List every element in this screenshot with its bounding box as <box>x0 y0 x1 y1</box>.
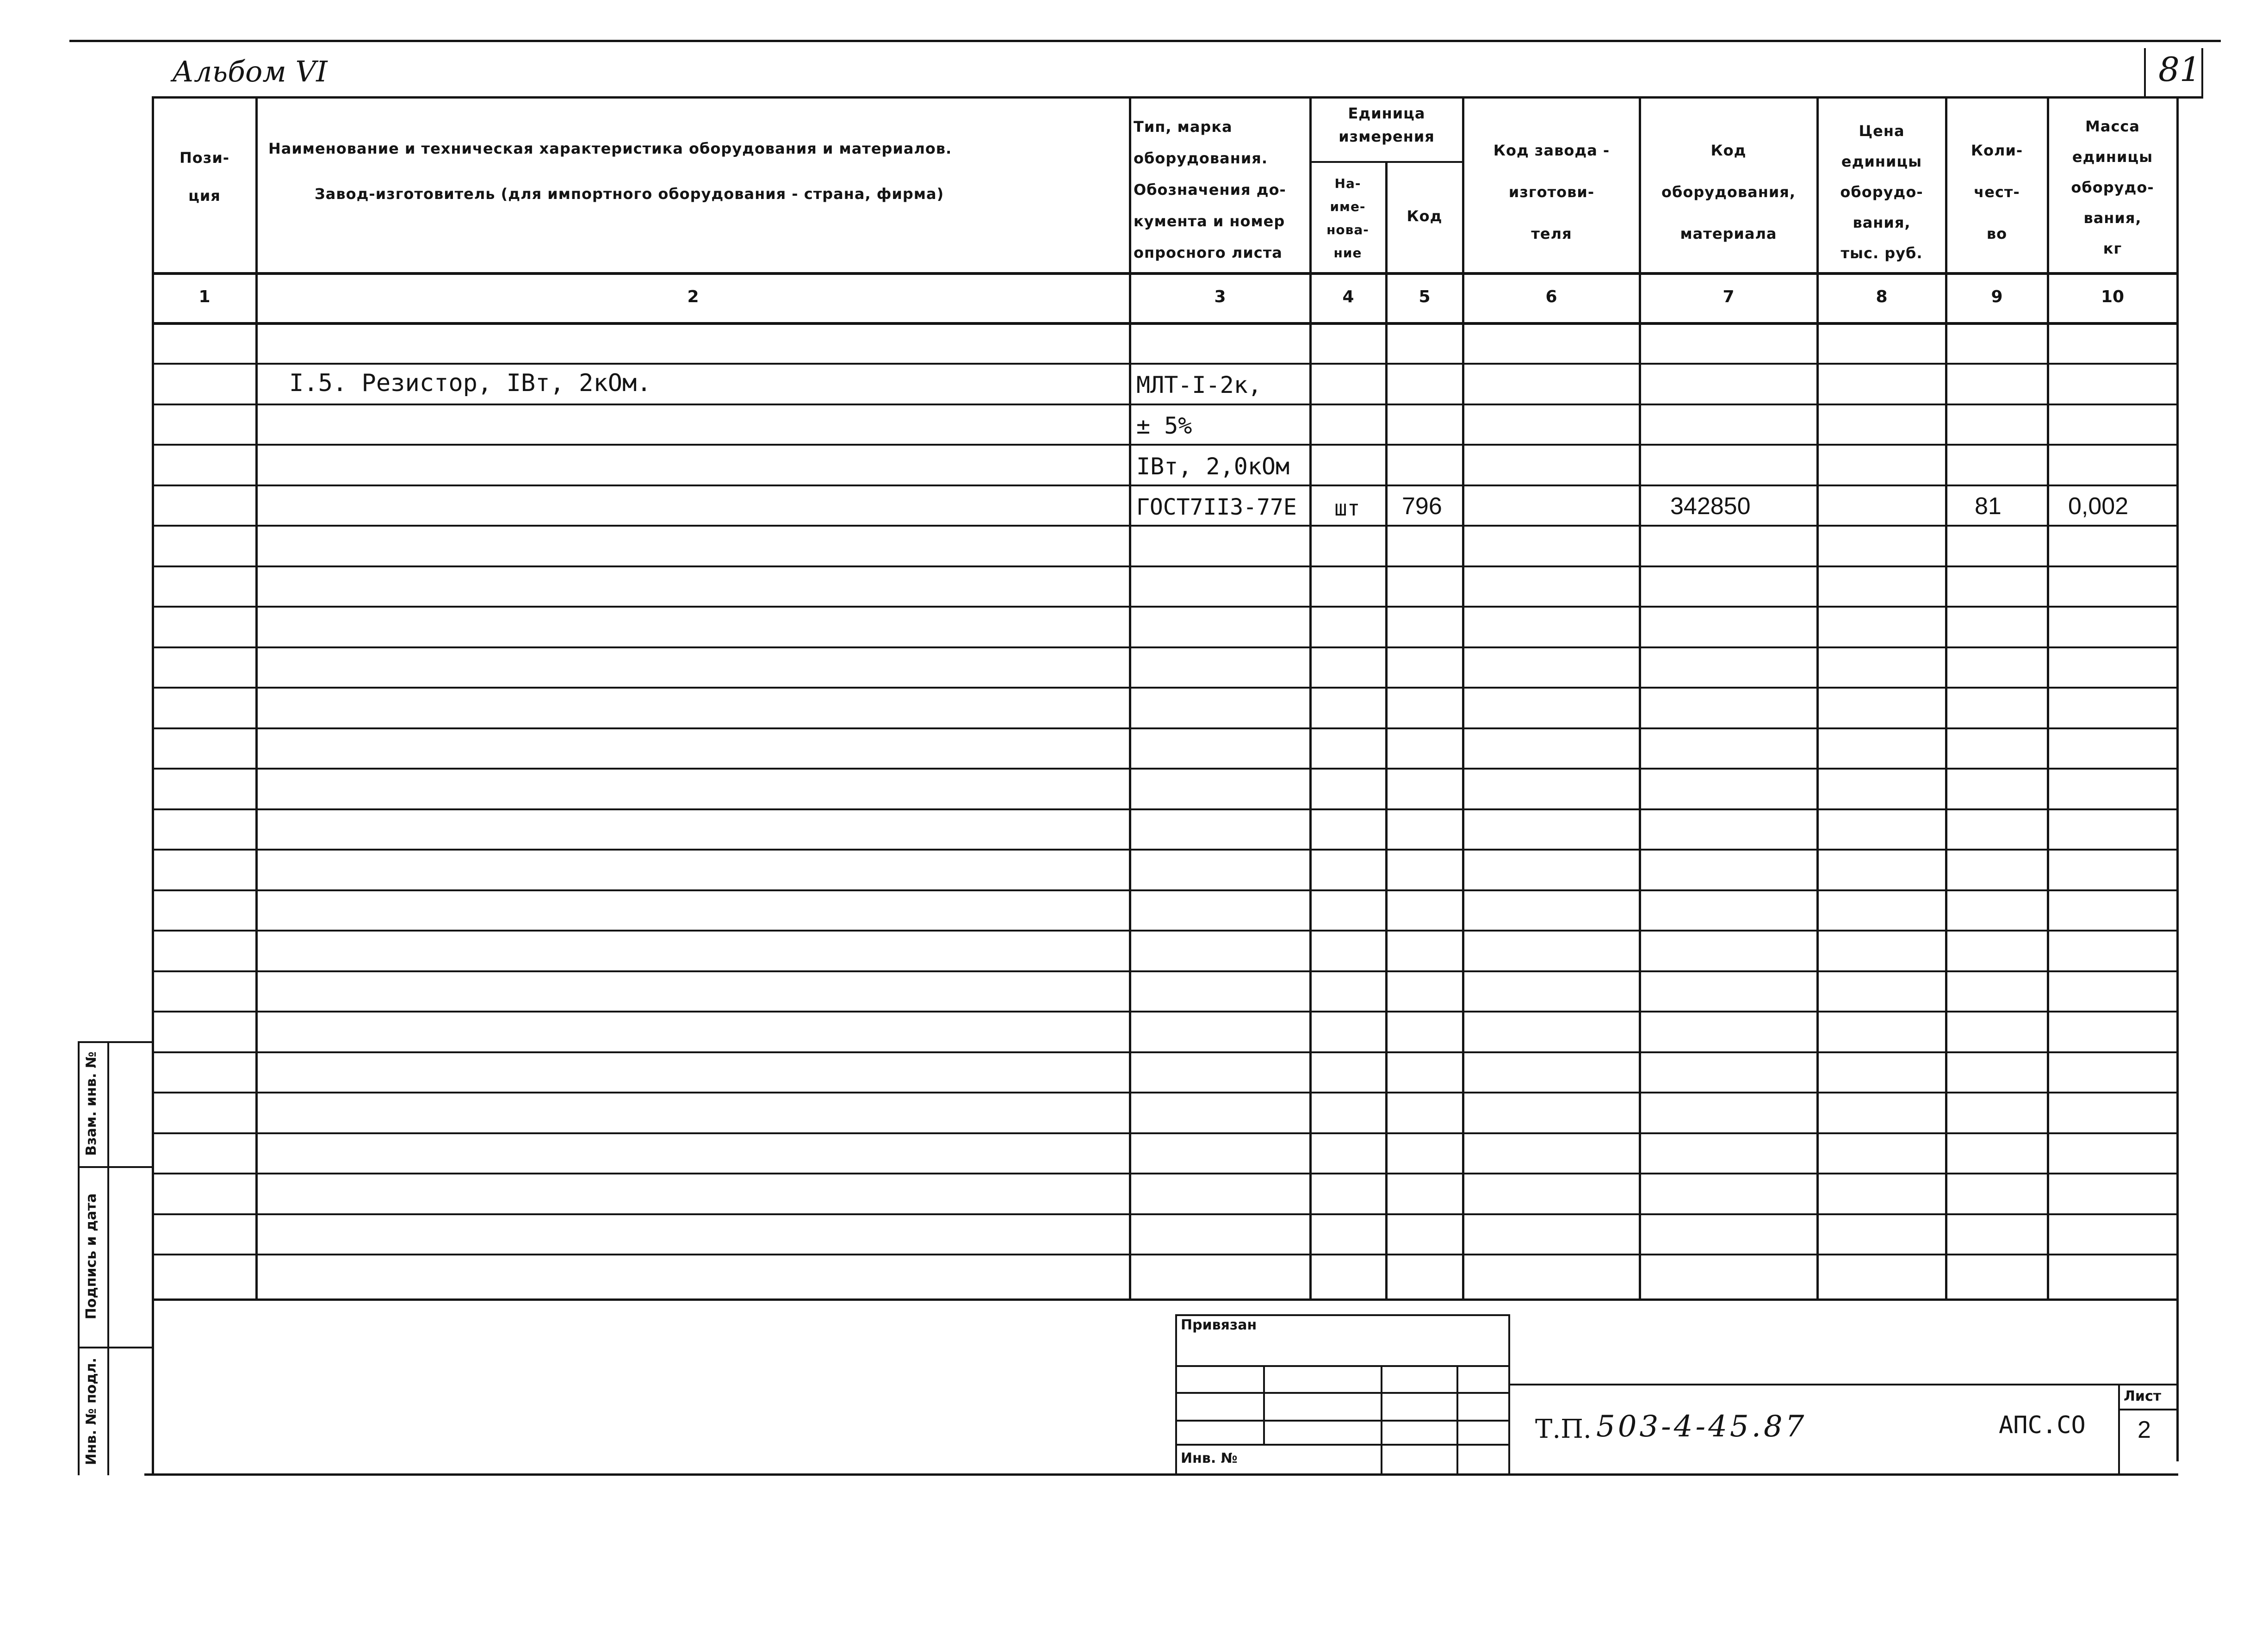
table-row-line <box>154 565 2178 567</box>
sheet-mark: 81 <box>2158 50 2201 89</box>
header-quantity: Коли- чест- во <box>1971 142 2023 242</box>
table-row-line <box>154 1254 2178 1255</box>
header-equipment-code: Код оборудования, материала <box>1661 142 1796 242</box>
col-number-5: 5 <box>1419 287 1431 306</box>
table-row-line <box>154 606 2178 608</box>
header-position: Пози- ция <box>179 149 230 205</box>
side-stamp-top <box>78 1041 154 1043</box>
header-unit-name: На- име- нова- ние <box>1326 176 1369 261</box>
col-number-6: 6 <box>1545 287 1557 306</box>
col-line-2 <box>1129 96 1131 1299</box>
table-row-line <box>154 930 2178 932</box>
unit-code: 796 <box>1402 493 1442 520</box>
table-row-line <box>154 849 2178 851</box>
sheet-mark-right <box>2201 48 2203 98</box>
header-mass: Масса единицы оборудо- вания, кг <box>2071 118 2154 257</box>
table-row-line <box>154 808 2178 810</box>
doc-code: АПС.СО <box>1999 1411 2086 1439</box>
table-row-line <box>154 970 2178 972</box>
side-stamp-sep2 <box>78 1347 154 1348</box>
table-row-line <box>154 768 2178 770</box>
type-line-2: ± 5% <box>1136 412 1192 439</box>
sheet-box-left <box>2118 1384 2120 1475</box>
col-line-4 <box>1385 162 1388 1299</box>
sheet-mark-divider <box>2144 48 2146 98</box>
col-number-4: 4 <box>1342 287 1354 306</box>
bound-box-left <box>1175 1314 1177 1475</box>
header-factory-code: Код завода - изготови- теля <box>1493 142 1610 242</box>
table-row-line <box>154 1213 2178 1215</box>
item-name: I.5. Резистор, IВт, 2кОм. <box>289 369 651 397</box>
type-line-1: МЛТ-I-2к, <box>1136 372 1262 398</box>
col-line-1 <box>255 96 258 1299</box>
col-number-8: 8 <box>1876 287 1888 306</box>
bound-row-3 <box>1175 1420 1510 1422</box>
bound-row-1 <box>1175 1365 1510 1367</box>
table-row-line <box>154 687 2178 689</box>
bound-box-top <box>1175 1314 1510 1316</box>
project-prefix: Т.П. <box>1535 1414 1592 1444</box>
project-number: 503-4-45.87 <box>1596 1410 1807 1444</box>
header-unit-code: Код <box>1407 207 1443 225</box>
table-row-line <box>154 1011 2178 1013</box>
col-line-3 <box>1309 96 1312 1299</box>
equipment-code: 342850 <box>1670 493 1751 520</box>
table-row-line <box>154 889 2178 891</box>
table-row-line <box>154 1173 2178 1174</box>
table-row-line <box>154 1092 2178 1093</box>
side-stamp-left <box>78 1041 80 1475</box>
numbers-bottom <box>154 322 2178 325</box>
album-caption: Альбом VI <box>172 55 328 88</box>
bound-box-right <box>1508 1314 1510 1475</box>
col-number-9: 9 <box>1991 287 2003 306</box>
designation-top <box>1510 1384 2178 1385</box>
side-replace-inv: Взам. инв. № <box>83 1051 99 1156</box>
col-number-10: 10 <box>2101 287 2125 306</box>
header-type: Тип, марка оборудования. Обозначения до- кумента и номер опросного листа <box>1134 118 1286 261</box>
frame-right <box>2176 96 2179 1461</box>
top-rule <box>69 40 2221 42</box>
bound-row-2 <box>1175 1392 1510 1394</box>
table-row-line <box>154 1132 2178 1134</box>
sheet-box-mid <box>2118 1409 2178 1410</box>
header-price: Цена единицы оборудо- вания, тыс. руб. <box>1840 122 1923 262</box>
side-sign-date: Подпись и дата <box>83 1193 99 1320</box>
unit-name: шт <box>1334 496 1360 521</box>
col-line-9 <box>2047 96 2049 1299</box>
side-inv-orig: Инв. № подл. <box>83 1357 99 1466</box>
col-line-7 <box>1816 96 1819 1299</box>
table-bottom <box>154 1298 2178 1301</box>
col-line-6 <box>1639 96 1641 1299</box>
side-stamp-sep1 <box>78 1166 154 1168</box>
header-bottom <box>154 272 2178 275</box>
bound-col-1 <box>1263 1365 1265 1444</box>
type-line-4: ГОСТ7II3-77Е <box>1136 494 1297 520</box>
col-line-8 <box>1945 96 1947 1299</box>
sheet-label: Лист <box>2124 1388 2162 1404</box>
frame-top <box>154 96 2203 99</box>
table-row-line <box>154 1051 2178 1053</box>
header-unit-group: Единица измерения <box>1338 105 1435 145</box>
sheet-number: 2 <box>2138 1416 2151 1443</box>
bound-label: Привязан <box>1181 1317 1257 1333</box>
col-number-1: 1 <box>198 287 211 306</box>
col-number-2: 2 <box>687 287 699 306</box>
frame-bottom <box>144 1473 2178 1476</box>
bound-row-4 <box>1175 1444 1510 1446</box>
table-row-line <box>154 727 2178 729</box>
table-row-line <box>154 646 2178 648</box>
header-name-line2: Завод-изготовитель (для импортного оборудования - страна, фирма) <box>315 185 944 203</box>
unit-group-divider <box>1310 161 1464 163</box>
col-number-3: 3 <box>1214 287 1226 306</box>
bound-col-3 <box>1456 1365 1458 1475</box>
bound-col-2 <box>1381 1365 1382 1475</box>
type-line-3: IВт, 2,0кОм <box>1136 453 1290 480</box>
mass: 0,002 <box>2068 493 2129 520</box>
col-number-7: 7 <box>1723 287 1735 306</box>
side-stamp-mid <box>107 1041 109 1475</box>
col-line-5 <box>1462 96 1464 1299</box>
inv-no-label: Инв. № <box>1181 1450 1238 1466</box>
quantity: 81 <box>1975 493 2002 520</box>
header-name-line1: Наименование и техническая характеристика оборудования и материалов. <box>268 140 952 157</box>
